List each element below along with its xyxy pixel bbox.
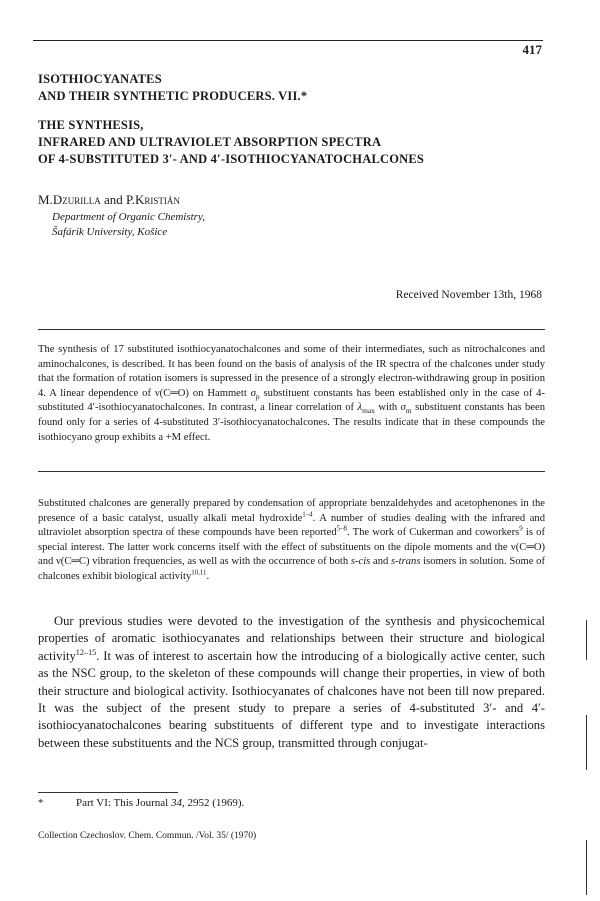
intro-text: and [370,556,392,568]
abstract [38,343,545,445]
italic-term: s-trans [391,556,421,568]
series-title-line: AND THEIR SYNTHETIC PRODUCERS. VII.* [38,89,308,103]
author-initial: P. [125,192,136,207]
introduction-paragraph [38,497,545,585]
abstract-text: The synthesis of 17 substituted isothiocyanatochalcones and some of their intermediates, such as nitrochalcones and aminochalcones, is described. It has been found on the basis of analysis of the IR spectra of the chalcones under study that the formation of rotation isomers is supressed in the presence of a strongly electron-withdrawing group in position 4. A linear dependence of ν(C═O) on Hammett [38,344,545,399]
subscript: p [255,391,260,401]
received-date: Received November 13th, 1968 [395,289,542,301]
page-number: 417 [522,42,542,57]
intro-text: Substituted chalcones are generally prepared by condensation of appropriate benzaldehydes and acetophenones in the presence of a basic catalyst, usually alkali metal hydroxide [38,498,545,524]
footnote [38,797,244,809]
sigma-symbol: σ [250,387,256,399]
abstract-text: substituent constants has been found only for a series of 4-substituted 3′-isothiocyanatochalcones. The results indicate that in these compounds the isothiocyano group exhibits a +M effect. [38,402,545,443]
footnote-volume: 34 [170,797,182,809]
italic-term: s-cis [350,556,371,568]
affiliation-line: Šafárik University, Košice [52,226,168,238]
abstract-bottom-rule [38,471,545,472]
footnote-text: Part VI: This Journal [76,797,171,809]
reference-superscript: 10,11 [191,569,207,577]
article-title-line: THE SYNTHESIS, [38,118,144,132]
subscript: max [362,406,375,416]
intro-text: . A number of studies dealing with the infrared and ultraviolet absorption spectra of these compounds have been reported [38,512,545,539]
reference-superscript: 1–4 [302,511,313,519]
author-conjunction: and [100,192,126,207]
body-text: Our previous studies were devoted to the investigation of the synthesis and physicochemical properties of aromatic isothiocyanates and relationships between their structure and biological activity [38,614,545,663]
author-name: Kristián [135,192,180,207]
author-initial: M. [38,192,53,207]
affiliation [52,210,205,240]
intro-text: . [206,570,210,582]
header-rule [33,40,543,41]
article-title [38,117,558,168]
abstract-text: with [374,402,401,414]
journal-citation: Collection Czechoslov. Chem. Commun. /Vol. 35/ (1970) [38,831,257,841]
body-text: . It was of interest to ascertain how the introducing of a biologically active center, such as the NSC group, to the skeleton of these compounds will change their properties, in view of both their structure and biological activity. Isothiocyanates of chalcones have not been till now prepared. It was the subject of the present study to prepare a series of 4-substituted 3′- and 4′-isothiocyanatochalcones bearing substituents of different type and to investigate interactions between these substituents and the NCS group, transmitted through conjugat- [38,648,545,750]
reference-superscript: 5–8 [336,525,347,533]
intro-text: is of special interest. The latter work concerns itself with the effect of substituents on the dipole moments and the ν(C═O) and ν(C═C) vibration frequencies, as well as with the occurrence of both [38,527,546,568]
reference-superscript: 9 [519,525,523,533]
margin-bar [586,620,587,660]
article-title-line: OF 4-SUBSTITUTED 3′- AND 4′-ISOTHIOCYANATOCHALCONES [38,152,425,166]
footnote-rule [38,792,178,793]
margin-bar [586,840,587,895]
authors [38,192,180,208]
body-paragraph [38,613,545,752]
series-title [38,71,548,105]
footnote-text: , 2952 (1969). [181,797,245,809]
affiliation-line: Department of Organic Chemistry, [52,211,205,223]
intro-text: . The work of Cukerman and coworkers [346,527,520,539]
abstract-top-rule [38,329,545,330]
subscript: m [405,406,412,416]
margin-bar [586,715,587,770]
abstract-text: substituent constants has been established only in the case of 4-substituted 4′-isothiocyanatochalcones. In contrast, a linear correlation of [38,387,545,414]
sigma-symbol: σ [400,402,406,414]
lambda-symbol: λ [357,402,363,414]
reference-superscript: 12–15 [75,647,97,657]
footnote-mark: * [38,797,44,809]
author-name: Dzurilla [52,192,101,207]
intro-text: isomers in solution. Some of chalcones exhibit biological activity [38,556,545,582]
article-title-line: INFRARED AND ULTRAVIOLET ABSORPTION SPECTRA [38,135,382,149]
series-title-line: ISOTHIOCYANATES [38,72,162,86]
